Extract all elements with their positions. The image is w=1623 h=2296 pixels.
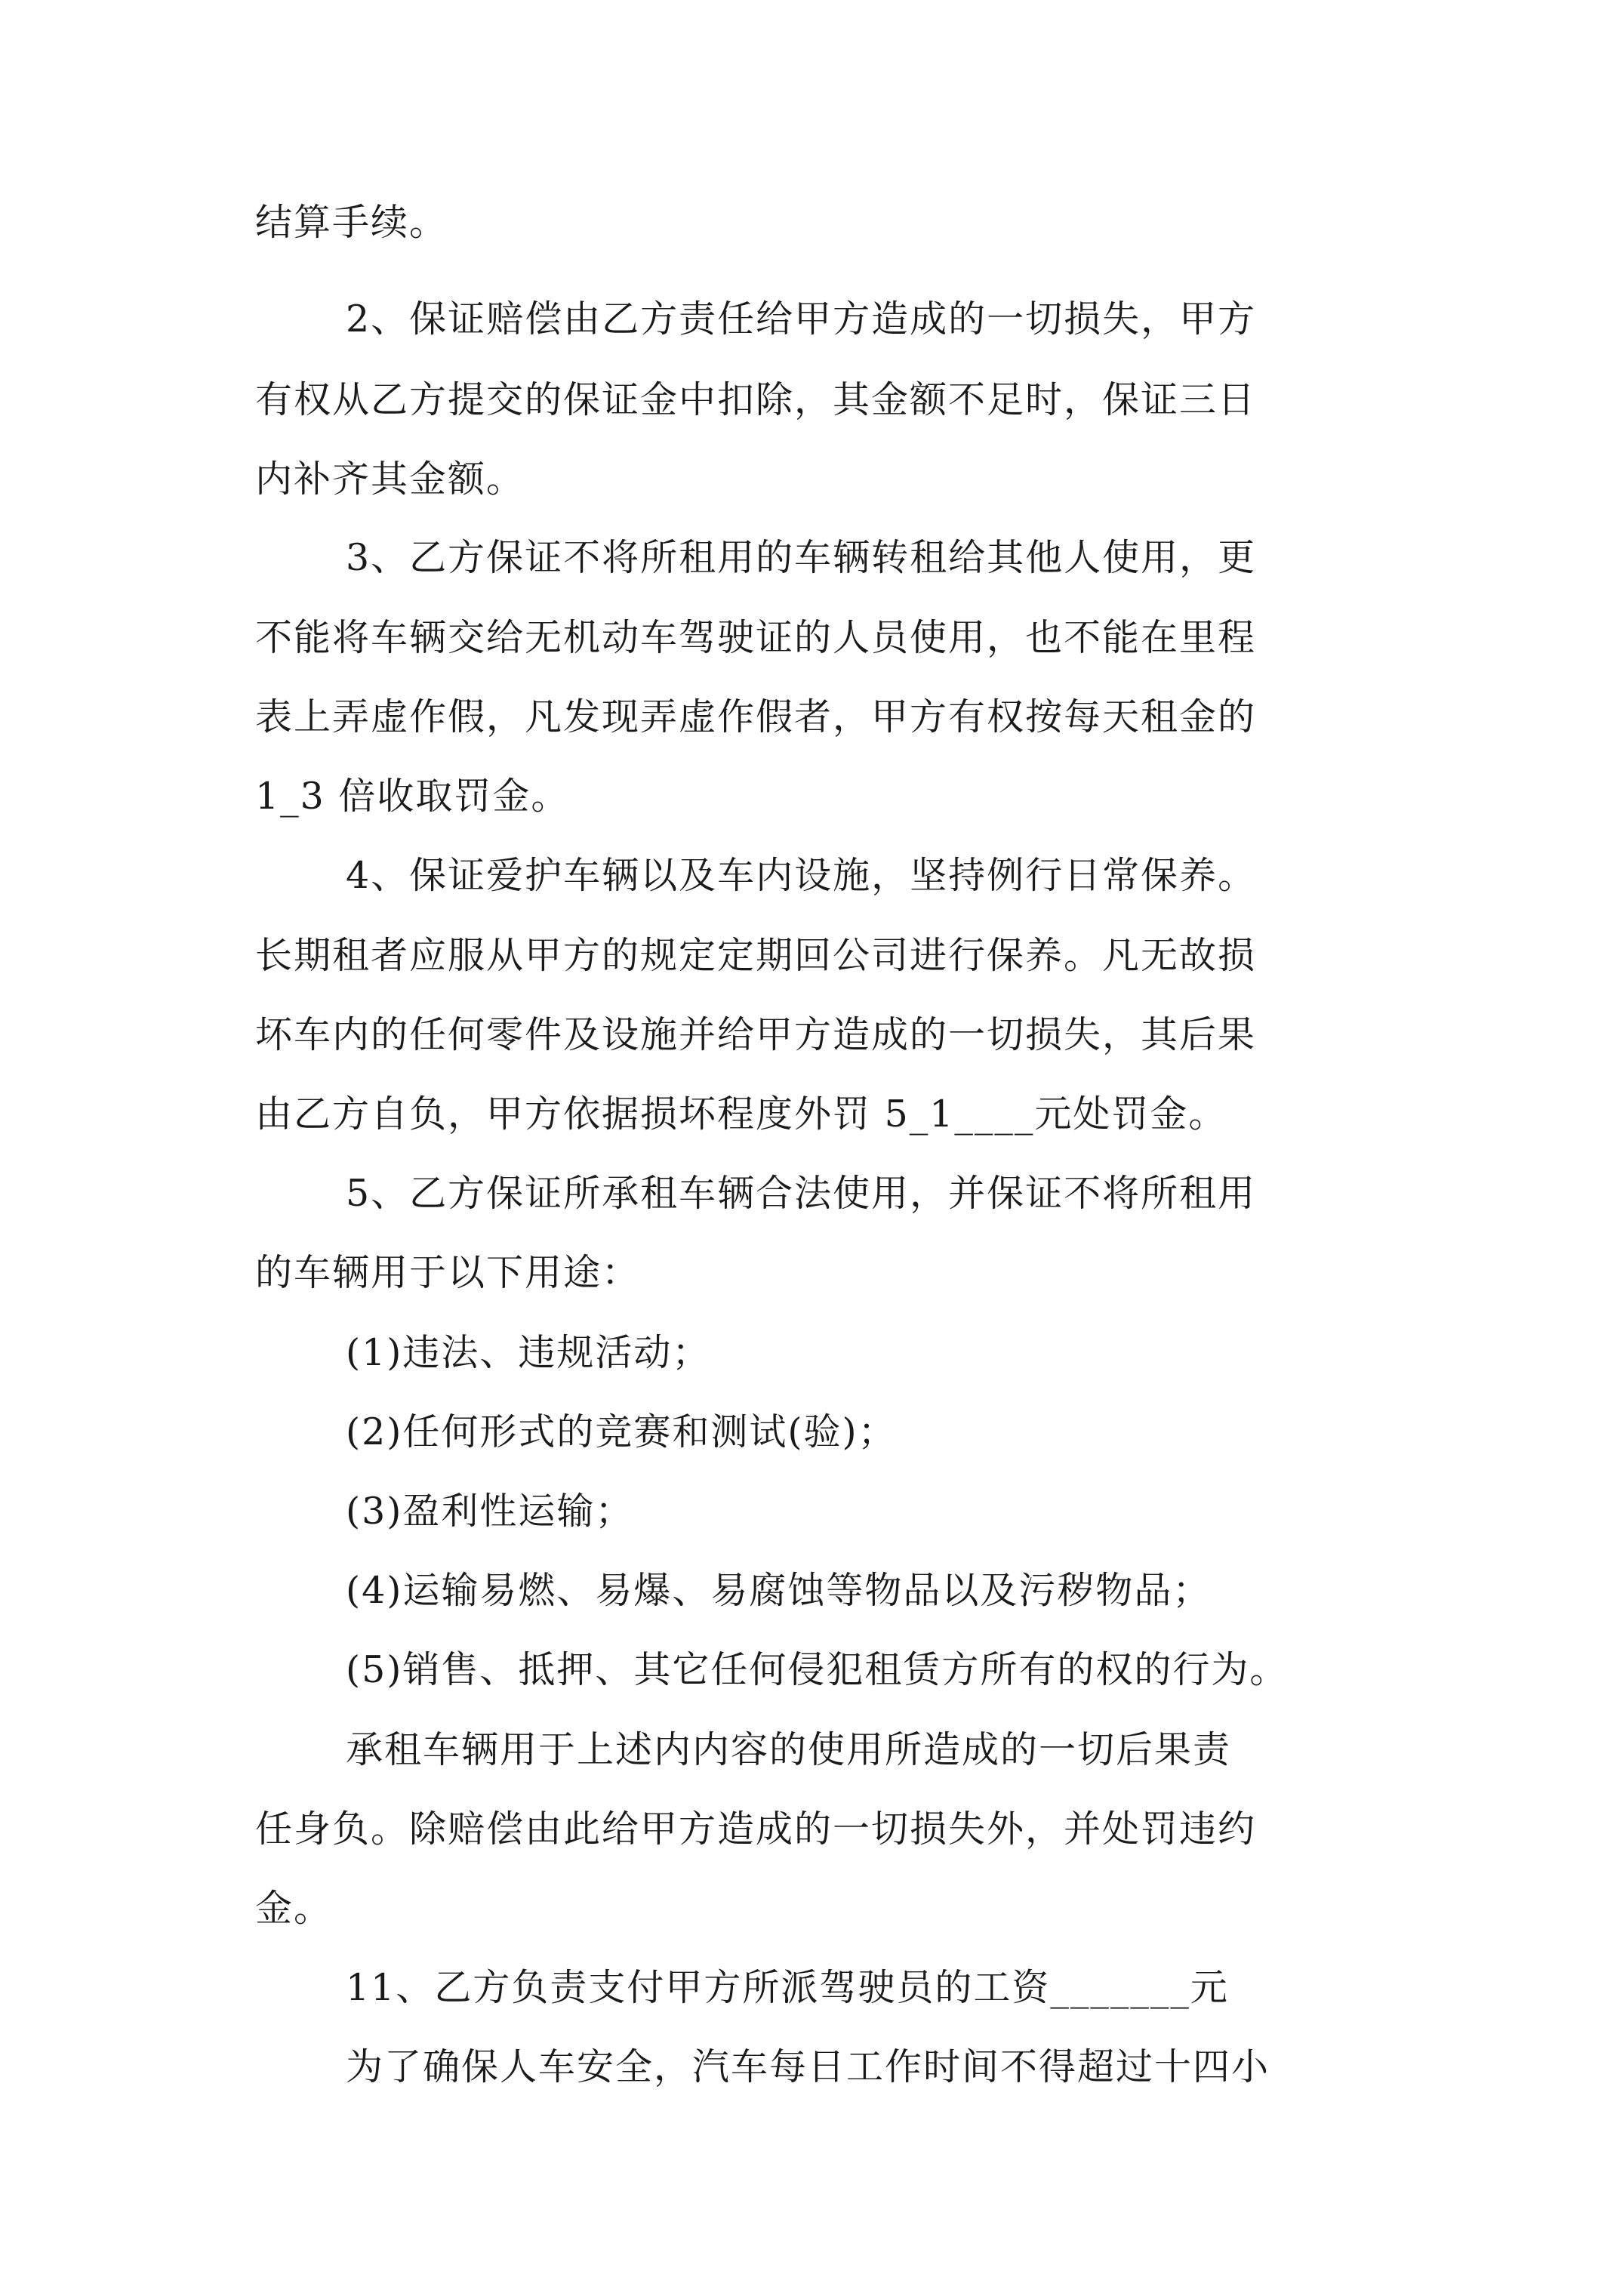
text-line: 5、乙方保证所承租车辆合法使用，并保证不将所租用 <box>346 1172 1257 1215</box>
text-line: 3、乙方保证不将所租用的车辆转租给其他人使用，更 <box>346 536 1257 579</box>
text-line: (1)违法、违规活动； <box>346 1331 711 1374</box>
text-line: (5)销售、抵押、其它任何侵犯租赁方所有的权的行为。 <box>346 1648 1289 1691</box>
text-line: 长期租者应服从甲方的规定定期回公司进行保养。凡无故损 <box>255 934 1257 977</box>
text-line: 为了确保人车安全，汽车每日工作时间不得超过十四小 <box>346 2045 1270 2088</box>
text-line: (4)运输易燃、易爆、易腐蚀等物品以及污秽物品； <box>346 1569 1212 1612</box>
text-line: 由乙方自负，甲方依据损坏程度外罚 5_1____元处罚金。 <box>255 1093 1227 1136</box>
text-line: 内补齐其金额。 <box>255 458 525 501</box>
text-line: 1_3 倍收取罚金。 <box>255 775 570 818</box>
text-line: 4、保证爱护车辆以及车内设施，坚持例行日常保养。 <box>346 854 1257 897</box>
text-line: 的车辆用于以下用途： <box>255 1251 641 1294</box>
text-line: 任身负。除赔偿由此给甲方造成的一切损失外，并处罚违约 <box>255 1808 1257 1851</box>
text-line: (3)盈利性运输； <box>346 1490 634 1533</box>
text-line: 承租车辆用于上述内内容的使用所造成的一切后果责 <box>346 1728 1232 1771</box>
text-line: 2、保证赔偿由乙方责任给甲方造成的一切损失，甲方 <box>346 297 1257 341</box>
text-line: 结算手续。 <box>255 201 448 244</box>
text-line: 不能将车辆交给无机动车驾驶证的人员使用，也不能在里程 <box>255 616 1257 659</box>
text-line: 金。 <box>255 1887 333 1930</box>
text-line: 表上弄虚作假，凡发现弄虚作假者，甲方有权按每天租金的 <box>255 695 1257 738</box>
text-line: 有权从乙方提交的保证金中扣除，其金额不足时，保证三日 <box>255 378 1257 421</box>
text-line: 11、乙方负责支付甲方所派驾驶员的工资_______元 <box>346 1966 1229 2009</box>
text-line: (2)任何形式的竞赛和测试(验)； <box>346 1410 897 1453</box>
text-line: 坏车内的任何零件及设施并给甲方造成的一切损失，其后果 <box>255 1013 1257 1056</box>
